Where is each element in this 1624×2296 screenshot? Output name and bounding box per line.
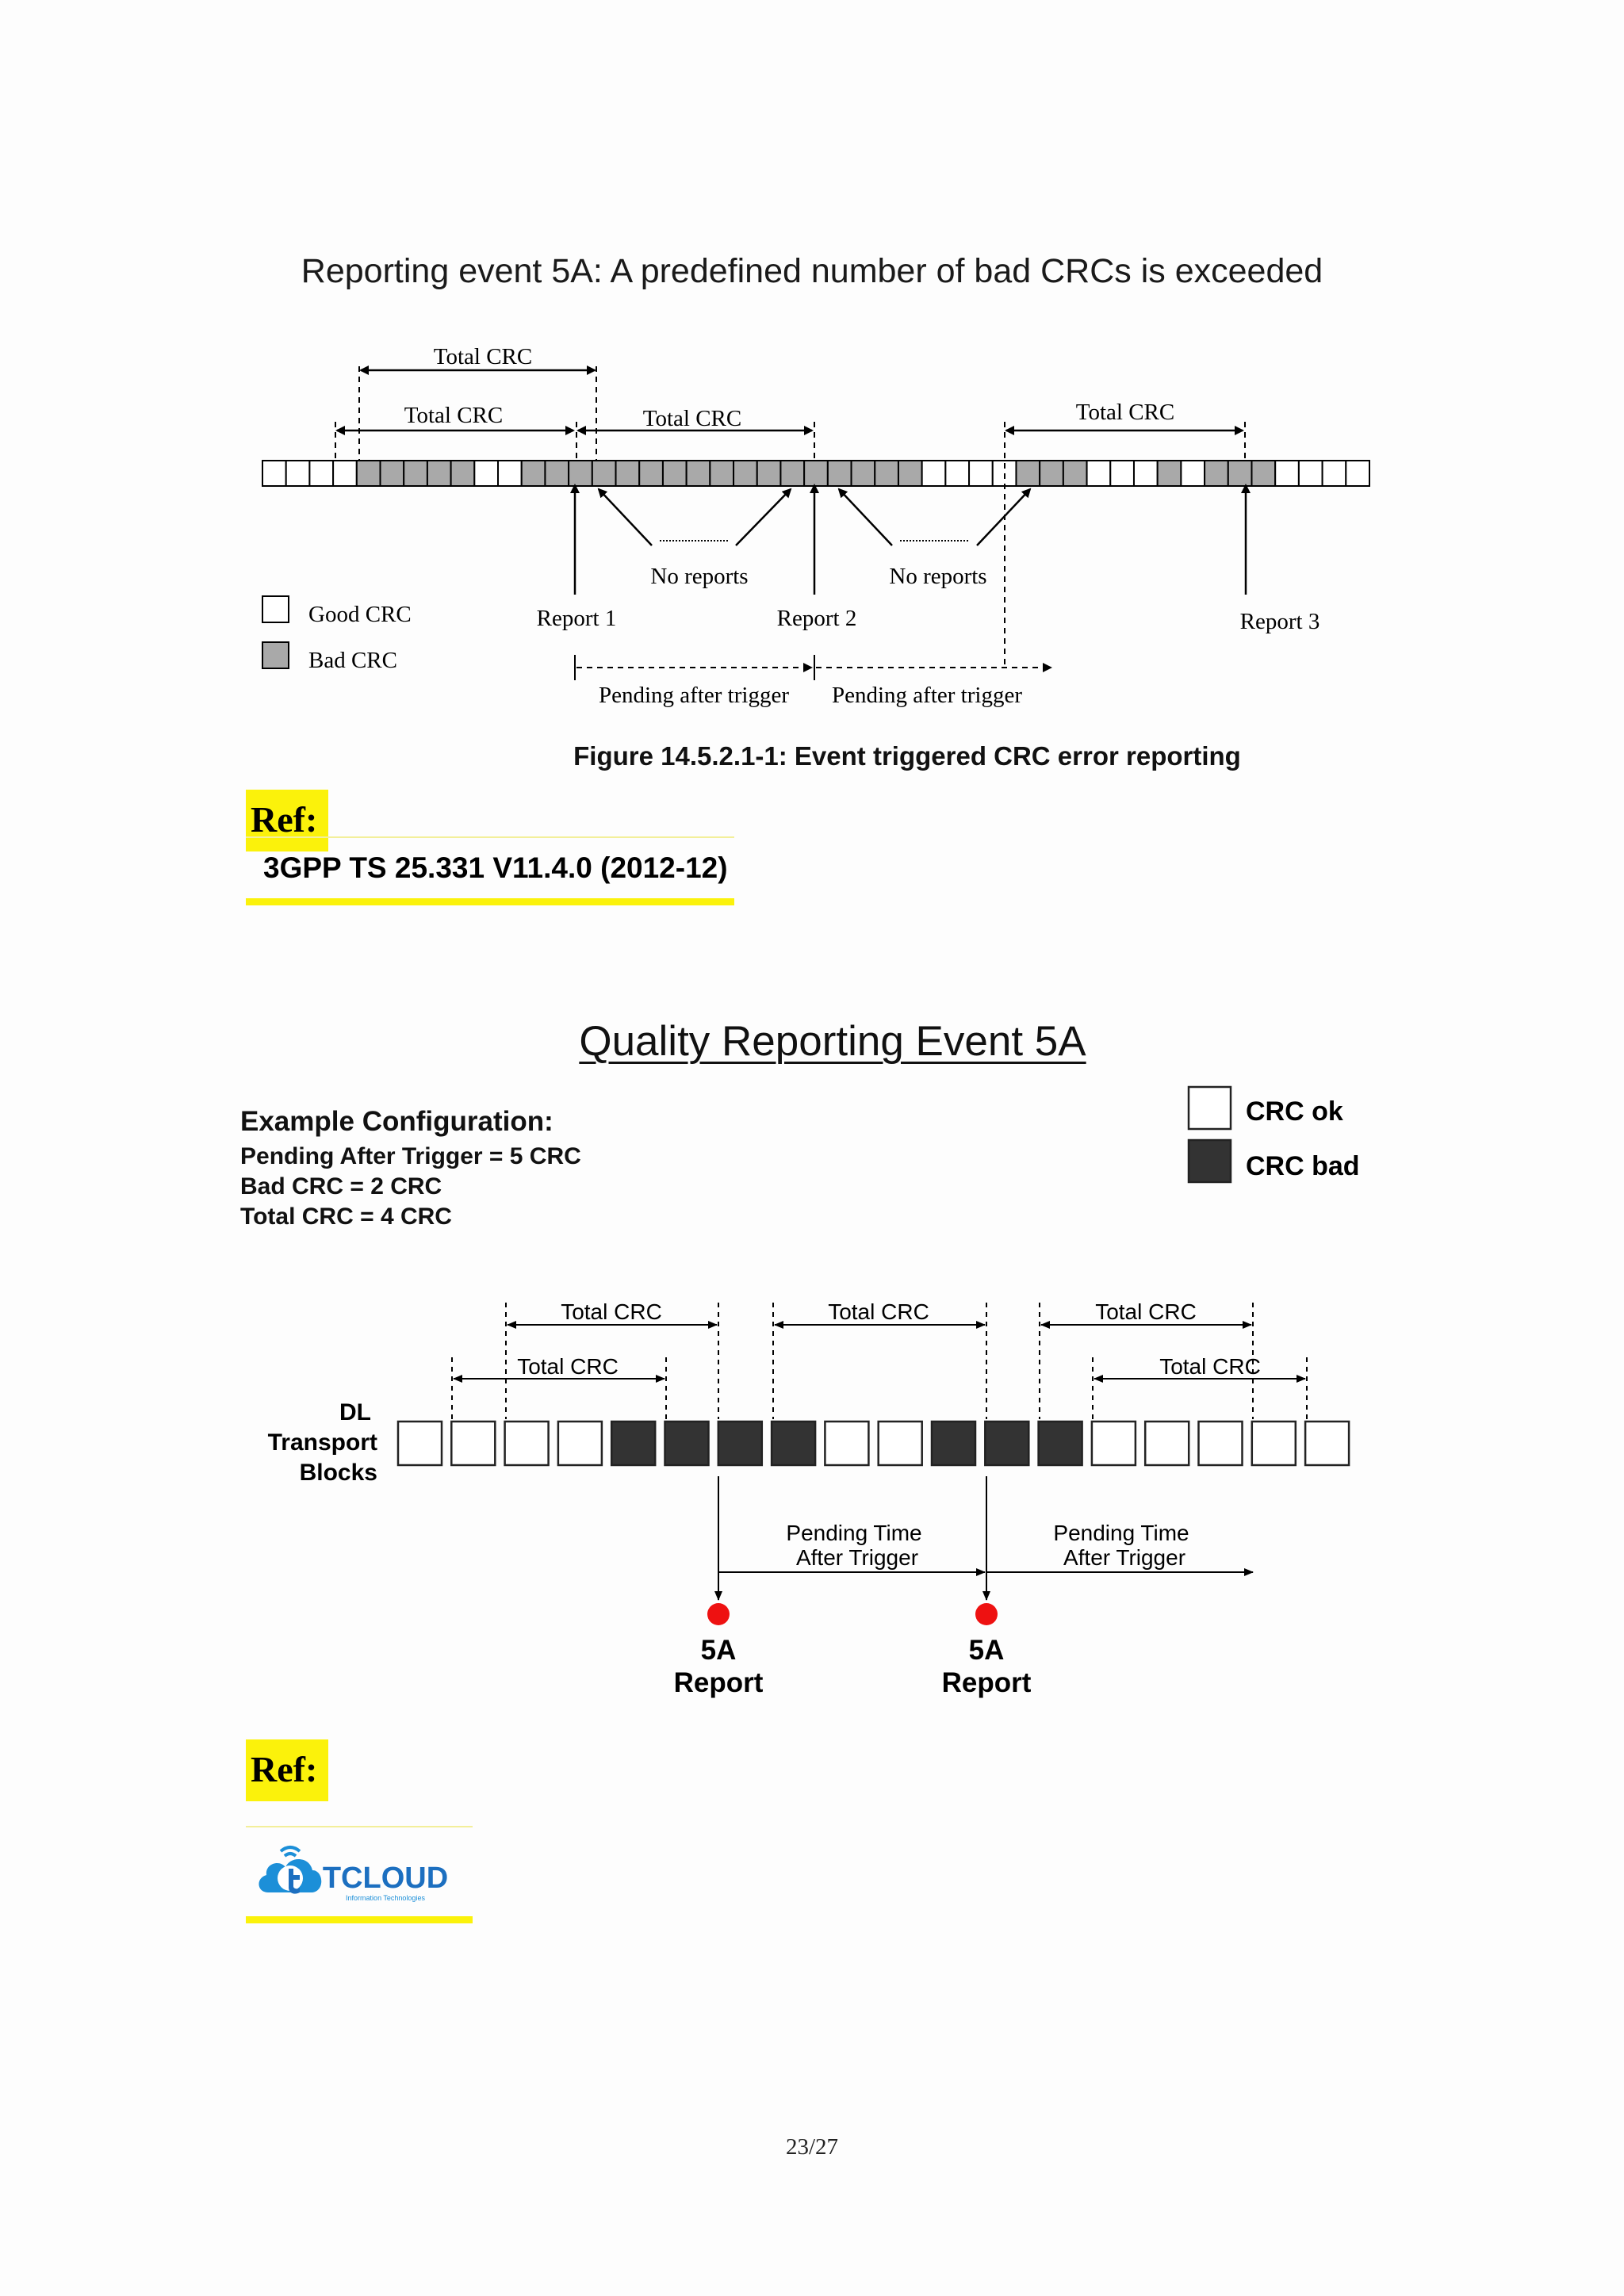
- 5a-label: 5A: [968, 1635, 1005, 1666]
- total-crc-label: Total CRC: [1075, 400, 1175, 425]
- no-reports-label: No reports: [889, 564, 987, 589]
- crc-ok-block: [1199, 1422, 1243, 1465]
- crc-ok-block: [1305, 1422, 1349, 1465]
- logo-text: TCLOUD: [322, 1862, 449, 1895]
- crc-ok-block: [505, 1422, 549, 1465]
- crc-bad-legend: CRC bad: [1246, 1151, 1360, 1181]
- figure2-title: Quality Reporting Event 5A: [579, 1018, 1086, 1065]
- config-line: Total CRC = 4 CRC: [240, 1203, 452, 1230]
- no-reports-label: No reports: [650, 564, 749, 589]
- ref-label: Ref:: [246, 1739, 328, 1801]
- figure1-caption: Figure 14.5.2.1-1: Event triggered CRC error reporting: [573, 741, 1241, 771]
- pending-time-label: Pending Time: [786, 1521, 922, 1545]
- crc-ok-swatch: [1189, 1087, 1231, 1129]
- crc-ok-block: [1145, 1422, 1189, 1465]
- crc-bad-swatch: [1189, 1140, 1231, 1182]
- report-dot: [975, 1603, 998, 1625]
- total-crc-label: Total CRC: [404, 403, 504, 428]
- after-trigger-label: After Trigger: [795, 1545, 919, 1570]
- crc-bad-block: [772, 1422, 815, 1465]
- report-2-label: Report 2: [776, 606, 857, 631]
- ref-label: Ref:: [246, 790, 328, 851]
- total-crc-label: Total CRC: [1159, 1354, 1261, 1379]
- page-number: 23/27: [785, 2134, 839, 2160]
- report-dot: [707, 1603, 730, 1625]
- total-crc-label: Total CRC: [1095, 1299, 1197, 1324]
- bad-crc-legend: Bad CRC: [308, 648, 397, 673]
- total-crc-label: Total CRC: [561, 1299, 662, 1324]
- config-heading: Example Configuration:: [240, 1106, 553, 1137]
- figure1-title: Reporting event 5A: A predefined number of bad CRCs is exceeded: [301, 252, 1323, 290]
- crc-bad-block: [1039, 1422, 1082, 1465]
- report-3-label: Report 3: [1239, 609, 1320, 634]
- report-label: Report: [673, 1667, 764, 1698]
- logo-subtext: Information Technologies: [346, 1894, 425, 1902]
- total-crc-label: Total CRC: [433, 344, 533, 369]
- crc-bad-block: [985, 1422, 1028, 1465]
- total-crc-label: Total CRC: [517, 1354, 619, 1379]
- crc-ok-block: [879, 1422, 922, 1465]
- 5a-label: 5A: [700, 1635, 737, 1666]
- crc-ok-block: [398, 1422, 442, 1465]
- row-label: Blocks: [299, 1460, 377, 1486]
- reference-text: 3GPP TS 25.331 V11.4.0 (2012-12): [263, 851, 728, 884]
- good-crc-legend: Good CRC: [308, 602, 412, 627]
- crc-ok-block: [558, 1422, 602, 1465]
- crc-bad-block: [611, 1422, 655, 1465]
- crc-ok-block: [451, 1422, 495, 1465]
- pending-after-trigger-label: Pending after trigger: [599, 683, 789, 708]
- tcloud-logo: [246, 1827, 473, 1916]
- report-label: Report: [941, 1667, 1032, 1698]
- pending-after-trigger-label: Pending after trigger: [832, 683, 1022, 708]
- crc-bad-block: [665, 1422, 709, 1465]
- config-line: Bad CRC = 2 CRC: [240, 1173, 442, 1200]
- crc-bad-block: [932, 1422, 975, 1465]
- tcloud-logo-box: [246, 1826, 473, 1923]
- crc-ok-block: [1092, 1422, 1136, 1465]
- crc-ok-block: [825, 1422, 868, 1465]
- config-line: Pending After Trigger = 5 CRC: [240, 1143, 581, 1169]
- total-crc-label: Total CRC: [828, 1299, 929, 1324]
- crc-ok-legend: CRC ok: [1246, 1096, 1343, 1127]
- total-crc-label: Total CRC: [642, 406, 742, 431]
- pending-time-label: Pending Time: [1053, 1521, 1189, 1545]
- row-label: Transport: [267, 1429, 377, 1456]
- crc-bad-block: [718, 1422, 762, 1465]
- transport-block-strip: [398, 1422, 1349, 1465]
- crc-ok-block: [1252, 1422, 1296, 1465]
- after-trigger-label: After Trigger: [1063, 1545, 1186, 1570]
- report-1-label: Report 1: [536, 606, 617, 631]
- row-label: DL: [339, 1399, 371, 1425]
